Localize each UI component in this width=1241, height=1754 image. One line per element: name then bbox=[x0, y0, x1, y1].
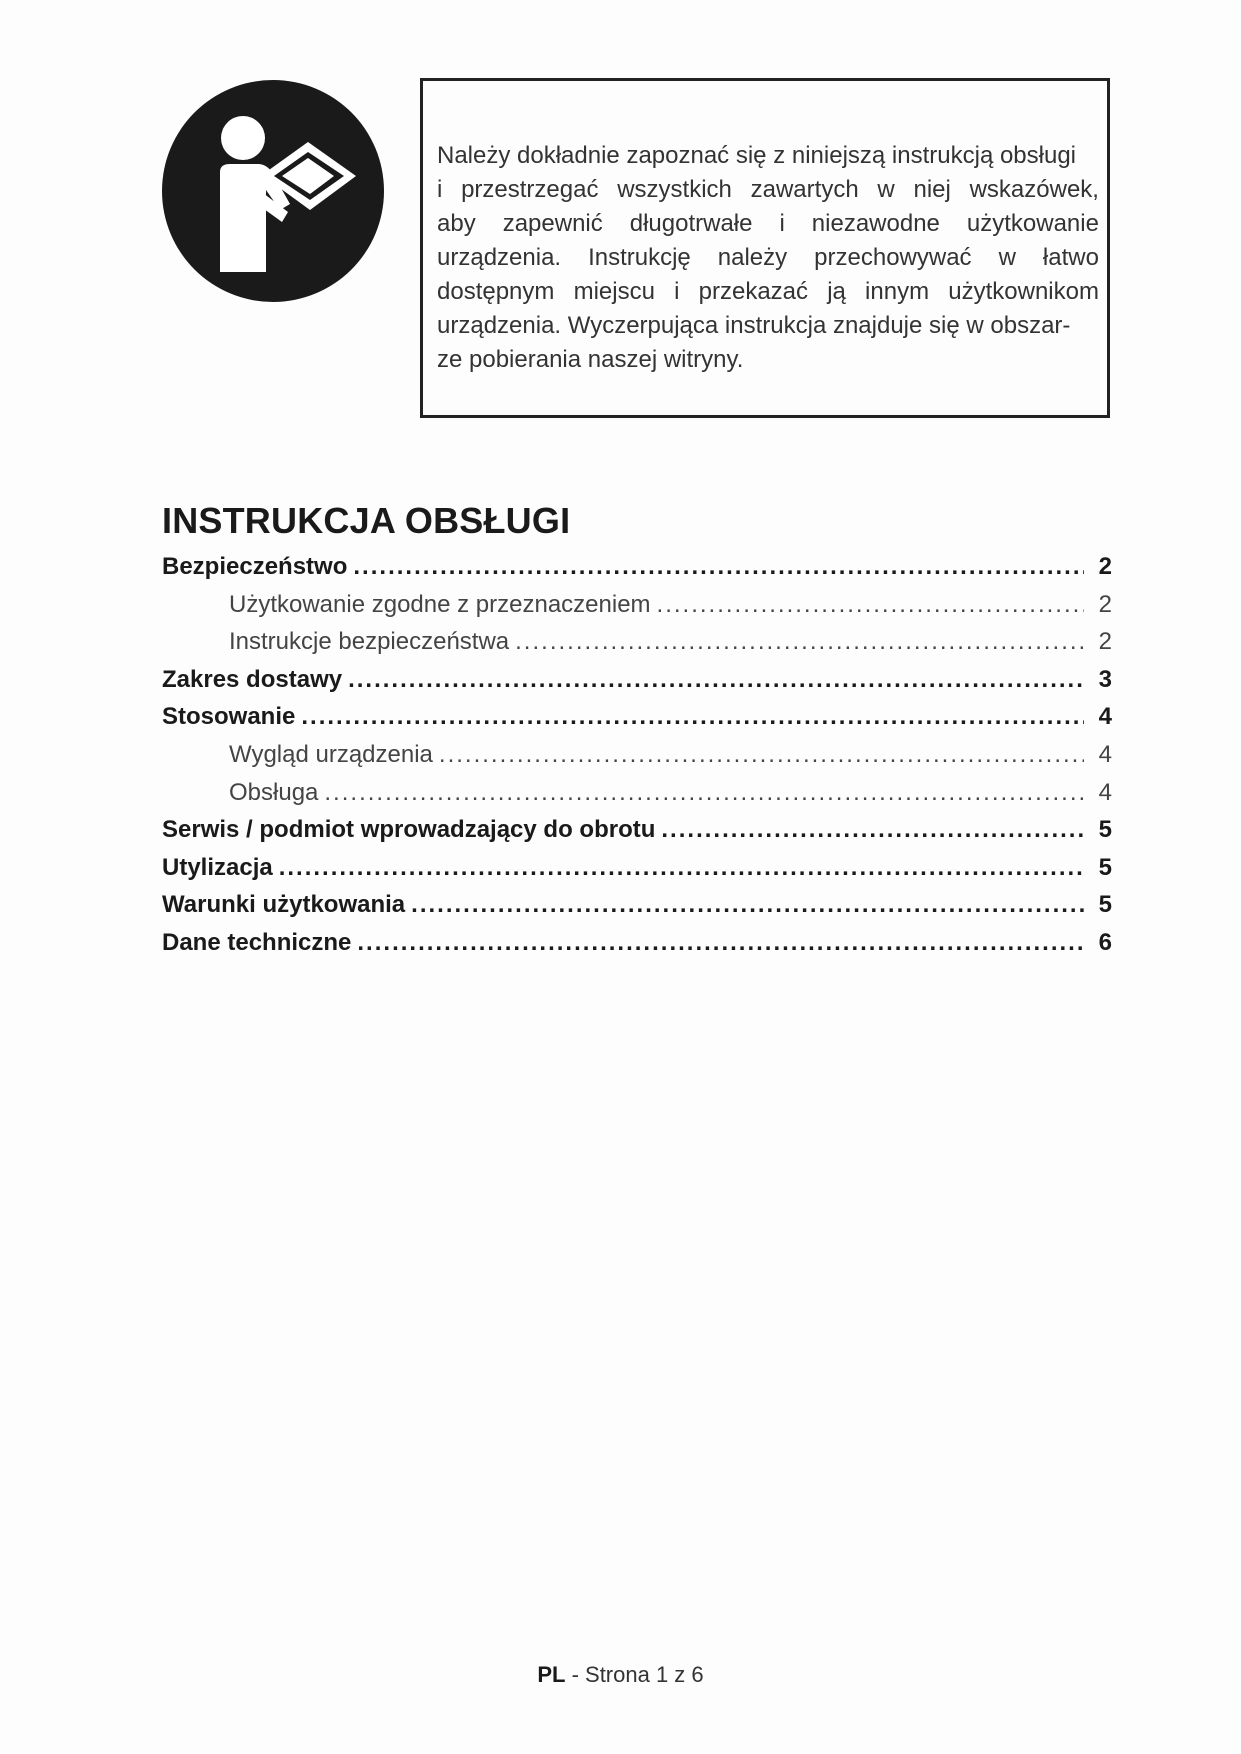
toc-leader-dots bbox=[661, 816, 1084, 844]
notice-word: i bbox=[779, 210, 785, 237]
toc-page-number: 4 bbox=[1098, 740, 1112, 768]
toc-label: Stosowanie bbox=[162, 703, 296, 731]
table-of-contents bbox=[162, 553, 1112, 967]
notice-word: użytkowanie bbox=[966, 210, 1099, 237]
toc-label: Serwis / podmiot wprowadzający do obrotu bbox=[162, 816, 656, 844]
notice-word: użytkownikom bbox=[948, 278, 1099, 305]
footer-page-number: - Strona 1 z 6 bbox=[565, 1662, 704, 1687]
toc-label: Bezpieczeństwo bbox=[162, 553, 348, 580]
toc-leader-dots bbox=[411, 891, 1084, 919]
notice-line bbox=[437, 241, 1099, 275]
toc-row[interactable] bbox=[162, 703, 1112, 741]
toc-page-number: 5 bbox=[1098, 816, 1112, 844]
notice-line bbox=[437, 309, 1099, 343]
toc-page-number: 4 bbox=[1098, 703, 1112, 731]
notice-word: przekazać bbox=[698, 278, 809, 305]
toc-row[interactable] bbox=[162, 854, 1112, 892]
notice-word: zawartych bbox=[750, 176, 859, 203]
toc-label: Zakres dostawy bbox=[162, 665, 343, 693]
toc-page-number: 6 bbox=[1098, 928, 1112, 956]
notice-word: Instrukcję bbox=[588, 244, 691, 271]
notice-word: w bbox=[877, 176, 895, 203]
toc-page-number: 5 bbox=[1098, 853, 1112, 881]
notice-word: urządzenia. Wyczerpująca instrukcja znajduje się w obszar- bbox=[437, 312, 1071, 339]
notice-word: łatwo bbox=[1042, 244, 1099, 271]
toc-page-number: 2 bbox=[1098, 590, 1112, 618]
toc-row[interactable] bbox=[162, 553, 1112, 591]
toc-row[interactable] bbox=[162, 741, 1112, 779]
toc-page-number: 3 bbox=[1098, 665, 1112, 693]
toc-row[interactable] bbox=[162, 816, 1112, 854]
notice-word: niej bbox=[913, 176, 951, 203]
notice-box bbox=[420, 78, 1110, 418]
notice-word: wszystkich bbox=[617, 176, 732, 203]
toc-label: Użytkowanie zgodne z przeznaczeniem bbox=[229, 590, 651, 618]
toc-row[interactable] bbox=[162, 666, 1112, 704]
notice-word: urządzenia. bbox=[437, 244, 562, 271]
notice-word: należy bbox=[717, 244, 788, 271]
toc-leader-dots bbox=[657, 591, 1084, 619]
toc-page-number: 4 bbox=[1098, 778, 1112, 806]
notice-word: zapewnić bbox=[502, 210, 603, 237]
notice-word: aby bbox=[437, 210, 476, 237]
notice-word: w bbox=[998, 244, 1016, 271]
notice-word: przechowywać bbox=[814, 244, 972, 271]
toc-row[interactable] bbox=[162, 591, 1112, 629]
notice-word: ze pobierania naszej witryny. bbox=[437, 346, 744, 373]
toc-label: Instrukcje bezpieczeństwa bbox=[229, 628, 510, 656]
notice-line bbox=[437, 343, 1099, 377]
notice-word: innym bbox=[865, 278, 930, 305]
notice-word: wskazówek, bbox=[969, 176, 1099, 203]
toc-leader-dots bbox=[348, 666, 1084, 694]
toc-label: Utylizacja bbox=[162, 853, 273, 881]
footer-language: PL bbox=[537, 1662, 566, 1687]
toc-label: Obsługa bbox=[229, 778, 319, 806]
toc-leader-dots bbox=[515, 628, 1084, 656]
notice-word: niezawodne bbox=[811, 210, 940, 237]
page-title: INSTRUKCJA OBSŁUGI bbox=[162, 500, 571, 541]
toc-leader-dots bbox=[279, 854, 1084, 882]
notice-word: długotrwałe bbox=[629, 210, 753, 237]
notice-word: i bbox=[674, 278, 680, 305]
page-footer bbox=[0, 1662, 1241, 1688]
toc-label: Warunki użytkowania bbox=[162, 891, 406, 919]
notice-word: dostępnym bbox=[437, 278, 555, 305]
toc-leader-dots bbox=[353, 553, 1084, 581]
notice-word: ją bbox=[827, 278, 846, 305]
toc-label: Dane techniczne bbox=[162, 928, 352, 956]
notice-word: miejscu bbox=[573, 278, 655, 305]
notice-line bbox=[437, 173, 1099, 207]
notice-line bbox=[437, 275, 1099, 309]
toc-leader-dots bbox=[301, 703, 1084, 731]
toc-page-number: 2 bbox=[1098, 553, 1112, 580]
read-manual-icon bbox=[162, 80, 384, 302]
toc-row[interactable] bbox=[162, 891, 1112, 929]
toc-page-number: 2 bbox=[1098, 628, 1112, 656]
toc-leader-dots bbox=[439, 741, 1084, 769]
notice-word: Należy dokładnie zapoznać się z niniejszą instrukcją obsługi bbox=[437, 142, 1077, 169]
notice-line bbox=[437, 207, 1099, 241]
toc-label: Wygląd urządzenia bbox=[229, 740, 433, 768]
toc-leader-dots bbox=[324, 779, 1084, 807]
toc-row[interactable] bbox=[162, 628, 1112, 666]
toc-leader-dots bbox=[357, 929, 1084, 957]
toc-row[interactable] bbox=[162, 779, 1112, 817]
toc-page-number: 5 bbox=[1098, 891, 1112, 919]
toc-row[interactable] bbox=[162, 929, 1112, 967]
notice-line bbox=[437, 139, 1099, 173]
notice-word: przestrzegać bbox=[461, 176, 599, 203]
notice-word: i bbox=[437, 176, 443, 203]
